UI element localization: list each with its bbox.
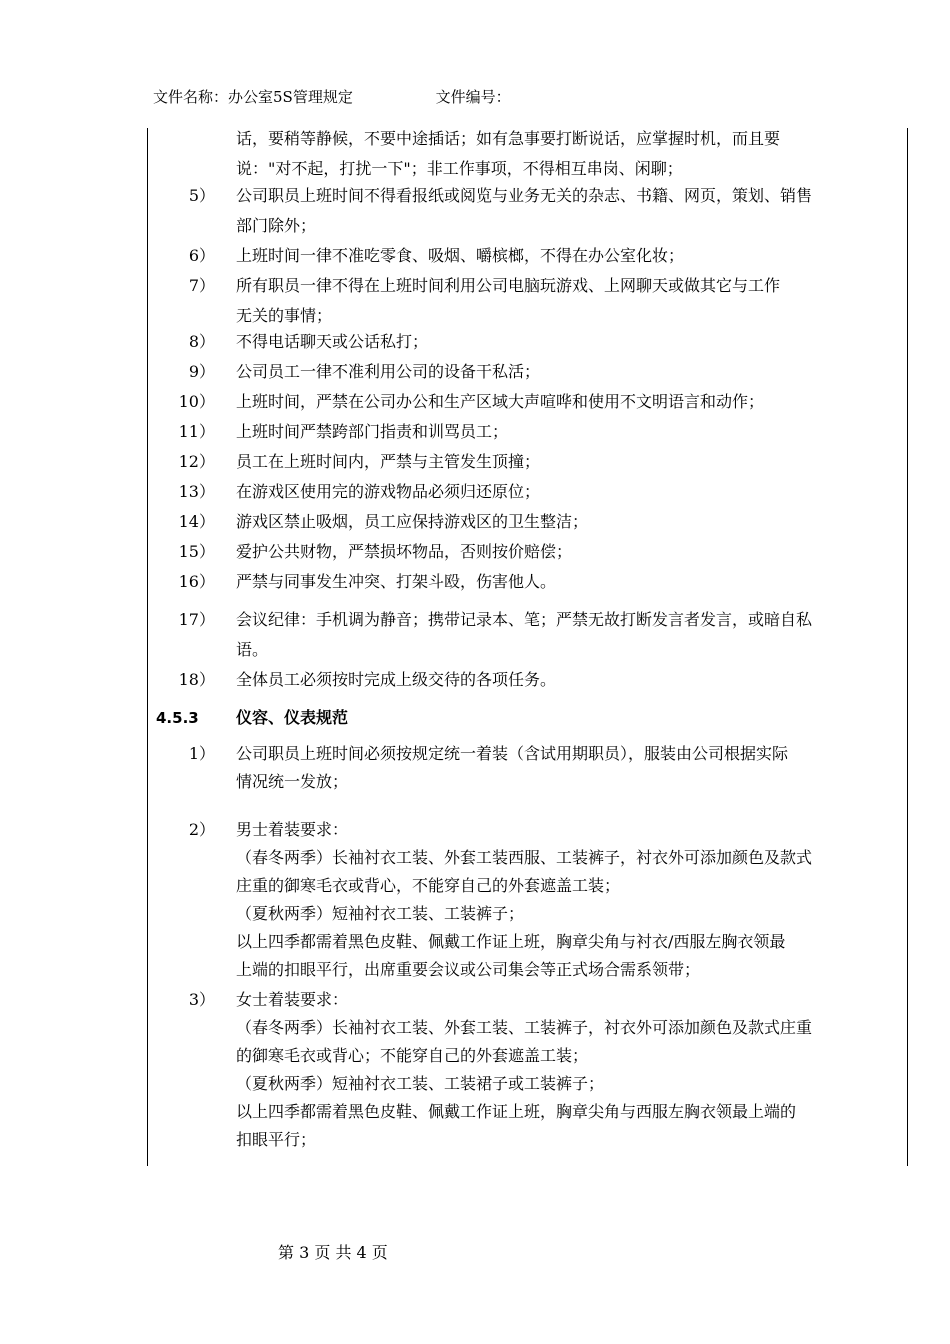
- item-number: 18）: [178, 670, 215, 689]
- rule-text-line: 会议纪律：手机调为静音；携带记录本、笔；严禁无故打断发言者发言，或暗自私: [236, 610, 813, 629]
- dress-text-line: （春冬两季）长袖衬衣工装、外套工装西服、工装裤子，衬衣外可添加颜色及款式: [236, 848, 813, 867]
- item-number: 8）: [188, 332, 215, 351]
- item-number: 5）: [188, 186, 215, 205]
- continued-text-line: 话，要稍等静候，不要中途插话；如有急事要打断说话，应掌握时机，而且要: [236, 129, 781, 148]
- dress-text-line: 以上四季都需着黑色皮鞋、佩戴工作证上班，胸章尖角与衬衣/西服左胸衣领最: [236, 932, 786, 951]
- item-number: 13）: [178, 482, 215, 501]
- dress-text-line: （夏秋两季）短袖衬衣工装、工装裙子或工装裤子；: [236, 1074, 605, 1093]
- item-number: 15）: [178, 542, 215, 561]
- rule-text-line: 上班时间严禁跨部门指责和训骂员工；: [236, 422, 509, 441]
- rule-text-line: 上班时间一律不准吃零食、吸烟、嚼槟榔，不得在办公室化妆；: [236, 246, 685, 265]
- rule-text-line: 无关的事情；: [236, 306, 333, 325]
- dress-text-line: （春冬两季）长袖衬衣工装、外套工装、工装裤子，衬衣外可添加颜色及款式庄重: [236, 1018, 813, 1037]
- dress-text-line: 上端的扣眼平行，出席重要会议或公司集会等正式场合需系领带；: [236, 960, 701, 979]
- item-number: 10）: [178, 392, 215, 411]
- rule-text-line: 公司职员上班时间不得看报纸或阅览与业务无关的杂志、书籍、网页，策划、销售: [236, 186, 813, 205]
- dress-text-line: 男士着装要求：: [236, 820, 349, 839]
- section-number: 4.5.3: [156, 709, 199, 727]
- item-number: 9）: [188, 362, 215, 381]
- item-number: 2）: [188, 820, 215, 839]
- continued-text-line: 说："对不起，打扰一下"；非工作事项，不得相互串岗、闲聊；: [236, 159, 683, 178]
- dress-text-line: 庄重的御寒毛衣或背心，不能穿自己的外套遮盖工装；: [236, 876, 621, 895]
- item-number: 16）: [178, 572, 215, 591]
- rule-text-line: 在游戏区使用完的游戏物品必须归还原位；: [236, 482, 541, 501]
- rule-text-line: 爱护公共财物，严禁损坏物品，否则按价赔偿；: [236, 542, 573, 561]
- item-number: 14）: [178, 512, 215, 531]
- item-number: 17）: [178, 610, 215, 629]
- item-number: 7）: [188, 276, 215, 295]
- dress-text-line: 女士着装要求：: [236, 990, 349, 1009]
- rule-text-line: 语。: [236, 640, 269, 659]
- doc-name: 文件名称：办公室5S管理规定: [153, 88, 353, 106]
- document-header: [153, 86, 511, 107]
- item-number: 11）: [178, 422, 215, 441]
- rule-text-line: 全体员工必须按时完成上级交待的各项任务。: [236, 670, 557, 689]
- rule-text-line: 所有职员一律不得在上班时间利用公司电脑玩游戏、上网聊天或做其它与工作: [236, 276, 781, 295]
- dress-text-line: 扣眼平行；: [236, 1130, 317, 1149]
- rule-text-line: 上班时间，严禁在公司办公和生产区域大声喧哗和使用不文明语言和动作；: [236, 392, 765, 411]
- dress-text-line: 公司职员上班时间必须按规定统一着装（含试用期职员），服装由公司根据实际: [236, 744, 789, 763]
- rule-text-line: 游戏区禁止吸烟，员工应保持游戏区的卫生整洁；: [236, 512, 589, 531]
- item-number: 12）: [178, 452, 215, 471]
- dress-text-line: 的御寒毛衣或背心；不能穿自己的外套遮盖工装；: [236, 1046, 589, 1065]
- item-number: 3）: [188, 990, 215, 1009]
- rule-text-line: 公司员工一律不准利用公司的设备干私活；: [236, 362, 541, 381]
- dress-text-line: 以上四季都需着黑色皮鞋、佩戴工作证上班，胸章尖角与西服左胸衣领最上端的: [236, 1102, 797, 1121]
- rule-text-line: 不得电话聊天或公话私打；: [236, 332, 429, 351]
- item-number: 6）: [188, 246, 215, 265]
- rule-text-line: 部门除外；: [236, 216, 317, 235]
- dress-text-line: （夏秋两季）短袖衬衣工装、工装裤子；: [236, 904, 525, 923]
- section-title: 仪容、仪表规范: [236, 708, 349, 727]
- item-number: 1）: [188, 744, 215, 763]
- rule-text-line: 员工在上班时间内，严禁与主管发生顶撞；: [236, 452, 541, 471]
- doc-number: 文件编号：: [435, 88, 511, 106]
- page-footer: 第 3 页 共 4 页: [278, 1243, 388, 1262]
- dress-text-line: 情况统一发放；: [236, 772, 349, 791]
- rule-text-line: 严禁与同事发生冲突、打架斗殴，伤害他人。: [236, 572, 557, 591]
